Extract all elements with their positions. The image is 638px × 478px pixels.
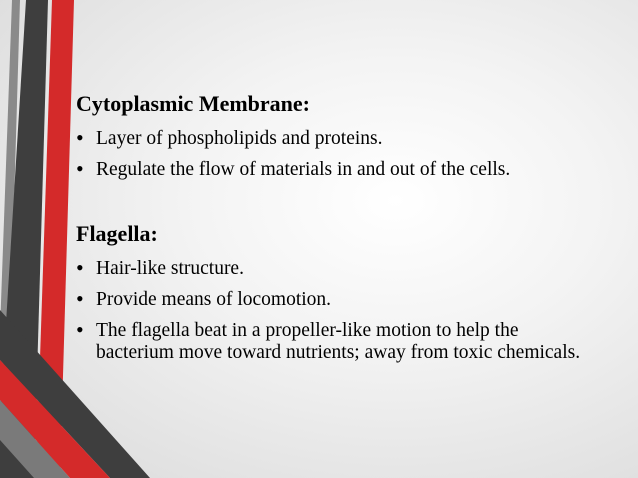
heading-cytoplasmic-membrane: Cytoplasmic Membrane: [76, 91, 311, 116]
list-item [76, 286, 596, 311]
bullet-text: Hair-like structure. [96, 258, 244, 279]
bullet-icon: • [76, 156, 84, 181]
heading-flagella: Flagella: [76, 221, 158, 246]
list-item [76, 125, 596, 150]
list-item [76, 255, 596, 280]
bullet-icon: • [76, 125, 84, 150]
list-item [76, 317, 596, 364]
bullet-text: Provide means of locomotion. [96, 289, 332, 310]
bullet-icon: • [76, 286, 84, 311]
bullet-list-cytoplasmic-membrane [76, 125, 596, 181]
bullet-icon: • [76, 255, 84, 280]
bullet-icon: • [76, 317, 84, 342]
bullet-text: Layer of phospholipids and proteins. [96, 128, 383, 149]
bullet-text: The flagella beat in a propeller-like motion to help the bacterium move toward nutrients; away from toxic chemicals. [96, 320, 581, 363]
bullet-text: Regulate the flow of materials in and out of the cells. [96, 159, 511, 180]
bullet-list-flagella [76, 255, 596, 364]
slide-content [76, 89, 596, 364]
list-item [76, 156, 596, 181]
